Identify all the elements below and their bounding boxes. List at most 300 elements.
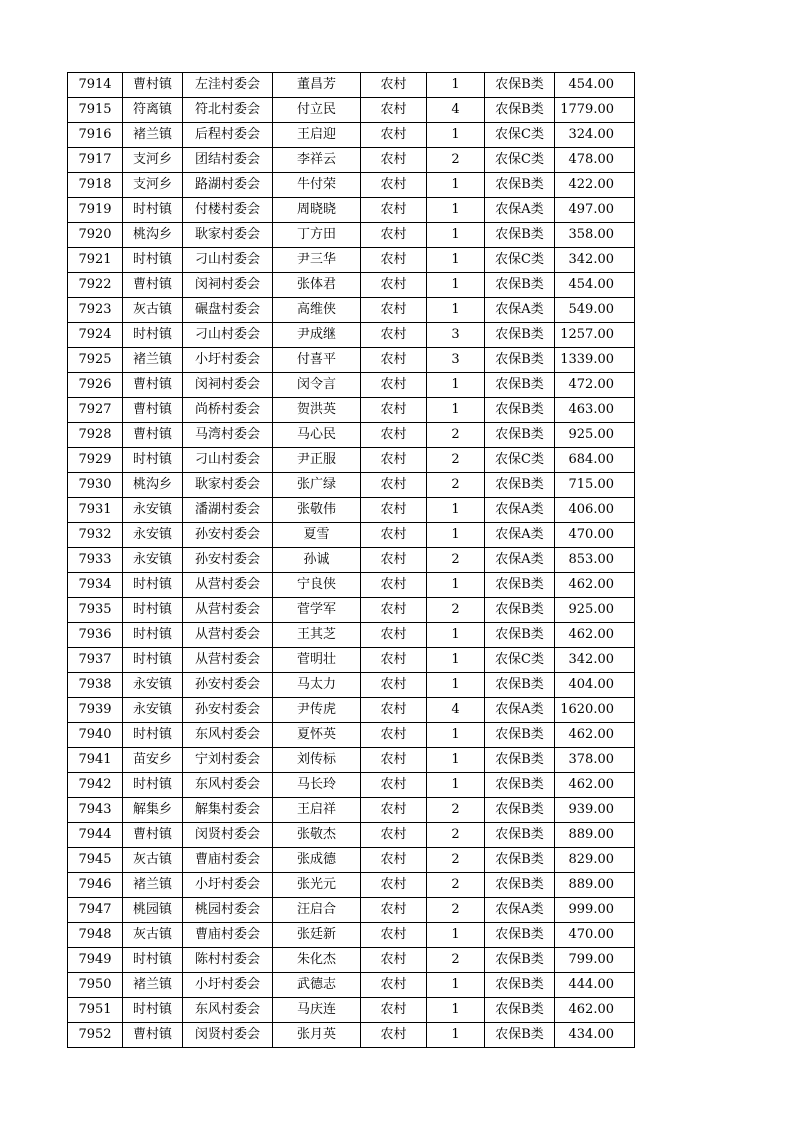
row-id-cell: 7930 [68, 473, 123, 498]
category-cell: 农保C类 [485, 648, 555, 673]
category-cell: 农保A类 [485, 498, 555, 523]
name-cell: 王启祥 [273, 798, 361, 823]
row-id-cell: 7950 [68, 973, 123, 998]
town-cell: 时村镇 [123, 773, 183, 798]
village-cell: 从营村委会 [183, 598, 273, 623]
row-id-cell: 7924 [68, 323, 123, 348]
name-cell: 马庆连 [273, 998, 361, 1023]
name-cell: 牛付荣 [273, 173, 361, 198]
count-cell: 2 [427, 423, 485, 448]
table-row [68, 548, 635, 573]
name-cell: 张光元 [273, 873, 361, 898]
count-cell: 1 [427, 398, 485, 423]
town-cell: 时村镇 [123, 998, 183, 1023]
area-type-cell: 农村 [361, 948, 427, 973]
table-row [68, 873, 635, 898]
row-id-cell: 7934 [68, 573, 123, 598]
count-cell: 2 [427, 473, 485, 498]
count-cell: 1 [427, 198, 485, 223]
area-type-cell: 农村 [361, 973, 427, 998]
village-cell: 孙安村委会 [183, 523, 273, 548]
town-cell: 永安镇 [123, 673, 183, 698]
amount-cell: 404.00 [555, 673, 635, 698]
row-id-cell: 7945 [68, 848, 123, 873]
name-cell: 张成德 [273, 848, 361, 873]
name-cell: 尹正服 [273, 448, 361, 473]
row-id-cell: 7919 [68, 198, 123, 223]
row-id-cell: 7927 [68, 398, 123, 423]
village-cell: 小圩村委会 [183, 973, 273, 998]
row-id-cell: 7936 [68, 623, 123, 648]
table-row [68, 298, 635, 323]
table-row [68, 123, 635, 148]
amount-cell: 462.00 [555, 773, 635, 798]
town-cell: 时村镇 [123, 948, 183, 973]
name-cell: 闵令言 [273, 373, 361, 398]
row-id-cell: 7920 [68, 223, 123, 248]
area-type-cell: 农村 [361, 698, 427, 723]
table-body [68, 73, 635, 1048]
area-type-cell: 农村 [361, 73, 427, 98]
area-type-cell: 农村 [361, 548, 427, 573]
category-cell: 农保C类 [485, 248, 555, 273]
row-id-cell: 7915 [68, 98, 123, 123]
table-row [68, 373, 635, 398]
category-cell: 农保B类 [485, 973, 555, 998]
village-cell: 曹庙村委会 [183, 923, 273, 948]
row-id-cell: 7949 [68, 948, 123, 973]
area-type-cell: 农村 [361, 873, 427, 898]
name-cell: 孙诚 [273, 548, 361, 573]
table-row [68, 173, 635, 198]
town-cell: 永安镇 [123, 523, 183, 548]
area-type-cell: 农村 [361, 748, 427, 773]
category-cell: 农保B类 [485, 873, 555, 898]
town-cell: 永安镇 [123, 698, 183, 723]
row-id-cell: 7938 [68, 673, 123, 698]
count-cell: 1 [427, 498, 485, 523]
table-row [68, 473, 635, 498]
amount-cell: 358.00 [555, 223, 635, 248]
village-cell: 刁山村委会 [183, 448, 273, 473]
category-cell: 农保B类 [485, 573, 555, 598]
town-cell: 桃沟乡 [123, 473, 183, 498]
row-id-cell: 7918 [68, 173, 123, 198]
village-cell: 从营村委会 [183, 623, 273, 648]
town-cell: 苗安乡 [123, 748, 183, 773]
category-cell: 农保C类 [485, 148, 555, 173]
name-cell: 张敬伟 [273, 498, 361, 523]
village-cell: 团结村委会 [183, 148, 273, 173]
table-row [68, 148, 635, 173]
row-id-cell: 7929 [68, 448, 123, 473]
village-cell: 左洼村委会 [183, 73, 273, 98]
category-cell: 农保A类 [485, 548, 555, 573]
category-cell: 农保B类 [485, 623, 555, 648]
town-cell: 桃园镇 [123, 898, 183, 923]
category-cell: 农保A类 [485, 523, 555, 548]
count-cell: 2 [427, 598, 485, 623]
area-type-cell: 农村 [361, 823, 427, 848]
category-cell: 农保B类 [485, 73, 555, 98]
area-type-cell: 农村 [361, 273, 427, 298]
town-cell: 时村镇 [123, 448, 183, 473]
area-type-cell: 农村 [361, 173, 427, 198]
count-cell: 1 [427, 298, 485, 323]
count-cell: 1 [427, 973, 485, 998]
area-type-cell: 农村 [361, 648, 427, 673]
count-cell: 1 [427, 1023, 485, 1048]
count-cell: 2 [427, 448, 485, 473]
category-cell: 农保B类 [485, 98, 555, 123]
row-id-cell: 7916 [68, 123, 123, 148]
town-cell: 符离镇 [123, 98, 183, 123]
category-cell: 农保B类 [485, 398, 555, 423]
name-cell: 周晓晓 [273, 198, 361, 223]
category-cell: 农保C类 [485, 123, 555, 148]
count-cell: 1 [427, 373, 485, 398]
row-id-cell: 7914 [68, 73, 123, 98]
count-cell: 2 [427, 798, 485, 823]
village-cell: 宁刘村委会 [183, 748, 273, 773]
amount-cell: 497.00 [555, 198, 635, 223]
village-cell: 孙安村委会 [183, 673, 273, 698]
amount-cell: 925.00 [555, 423, 635, 448]
town-cell: 曹村镇 [123, 1023, 183, 1048]
amount-cell: 444.00 [555, 973, 635, 998]
amount-cell: 462.00 [555, 998, 635, 1023]
town-cell: 曹村镇 [123, 398, 183, 423]
name-cell: 尹传虎 [273, 698, 361, 723]
amount-cell: 925.00 [555, 598, 635, 623]
village-cell: 刁山村委会 [183, 248, 273, 273]
village-cell: 闵贤村委会 [183, 1023, 273, 1048]
name-cell: 尹成继 [273, 323, 361, 348]
category-cell: 农保B类 [485, 998, 555, 1023]
amount-cell: 462.00 [555, 623, 635, 648]
table-row [68, 398, 635, 423]
table-row [68, 998, 635, 1023]
town-cell: 时村镇 [123, 573, 183, 598]
name-cell: 张廷新 [273, 923, 361, 948]
table-row [68, 523, 635, 548]
count-cell: 4 [427, 98, 485, 123]
category-cell: 农保A类 [485, 198, 555, 223]
name-cell: 马太力 [273, 673, 361, 698]
row-id-cell: 7928 [68, 423, 123, 448]
category-cell: 农保B类 [485, 798, 555, 823]
row-id-cell: 7923 [68, 298, 123, 323]
count-cell: 2 [427, 898, 485, 923]
area-type-cell: 农村 [361, 348, 427, 373]
area-type-cell: 农村 [361, 423, 427, 448]
table-row [68, 773, 635, 798]
area-type-cell: 农村 [361, 623, 427, 648]
village-cell: 刁山村委会 [183, 323, 273, 348]
town-cell: 曹村镇 [123, 423, 183, 448]
town-cell: 时村镇 [123, 248, 183, 273]
count-cell: 1 [427, 723, 485, 748]
table-row [68, 323, 635, 348]
table-row [68, 823, 635, 848]
table-row [68, 73, 635, 98]
name-cell: 董昌芳 [273, 73, 361, 98]
village-cell: 孙安村委会 [183, 548, 273, 573]
town-cell: 曹村镇 [123, 373, 183, 398]
name-cell: 马长玲 [273, 773, 361, 798]
row-id-cell: 7921 [68, 248, 123, 273]
count-cell: 1 [427, 748, 485, 773]
amount-cell: 462.00 [555, 573, 635, 598]
table-row [68, 598, 635, 623]
count-cell: 2 [427, 548, 485, 573]
row-id-cell: 7925 [68, 348, 123, 373]
row-id-cell: 7940 [68, 723, 123, 748]
name-cell: 张体君 [273, 273, 361, 298]
name-cell: 丁方田 [273, 223, 361, 248]
table-row [68, 573, 635, 598]
area-type-cell: 农村 [361, 398, 427, 423]
amount-cell: 939.00 [555, 798, 635, 823]
row-id-cell: 7948 [68, 923, 123, 948]
village-cell: 从营村委会 [183, 573, 273, 598]
town-cell: 曹村镇 [123, 273, 183, 298]
town-cell: 支河乡 [123, 173, 183, 198]
count-cell: 2 [427, 948, 485, 973]
town-cell: 时村镇 [123, 198, 183, 223]
name-cell: 张月英 [273, 1023, 361, 1048]
name-cell: 菅明壮 [273, 648, 361, 673]
count-cell: 1 [427, 73, 485, 98]
count-cell: 1 [427, 648, 485, 673]
category-cell: 农保B类 [485, 223, 555, 248]
name-cell: 刘传标 [273, 748, 361, 773]
town-cell: 灰古镇 [123, 848, 183, 873]
name-cell: 王启迎 [273, 123, 361, 148]
area-type-cell: 农村 [361, 323, 427, 348]
row-id-cell: 7917 [68, 148, 123, 173]
table-row [68, 898, 635, 923]
town-cell: 褚兰镇 [123, 873, 183, 898]
data-table [67, 72, 635, 1048]
town-cell: 灰古镇 [123, 923, 183, 948]
row-id-cell: 7935 [68, 598, 123, 623]
amount-cell: 1779.00 [555, 98, 635, 123]
amount-cell: 378.00 [555, 748, 635, 773]
village-cell: 潘湖村委会 [183, 498, 273, 523]
area-type-cell: 农村 [361, 923, 427, 948]
amount-cell: 406.00 [555, 498, 635, 523]
count-cell: 4 [427, 698, 485, 723]
table-row [68, 498, 635, 523]
category-cell: 农保B类 [485, 848, 555, 873]
row-id-cell: 7947 [68, 898, 123, 923]
area-type-cell: 农村 [361, 598, 427, 623]
category-cell: 农保B类 [485, 598, 555, 623]
village-cell: 从营村委会 [183, 648, 273, 673]
village-cell: 闵祠村委会 [183, 273, 273, 298]
name-cell: 张敬杰 [273, 823, 361, 848]
count-cell: 2 [427, 148, 485, 173]
count-cell: 1 [427, 623, 485, 648]
area-type-cell: 农村 [361, 498, 427, 523]
row-id-cell: 7942 [68, 773, 123, 798]
name-cell: 付立民 [273, 98, 361, 123]
name-cell: 尹三华 [273, 248, 361, 273]
amount-cell: 799.00 [555, 948, 635, 973]
count-cell: 1 [427, 573, 485, 598]
row-id-cell: 7939 [68, 698, 123, 723]
amount-cell: 422.00 [555, 173, 635, 198]
town-cell: 时村镇 [123, 323, 183, 348]
area-type-cell: 农村 [361, 773, 427, 798]
table-row [68, 748, 635, 773]
row-id-cell: 7951 [68, 998, 123, 1023]
count-cell: 1 [427, 273, 485, 298]
village-cell: 付楼村委会 [183, 198, 273, 223]
name-cell: 夏雪 [273, 523, 361, 548]
amount-cell: 462.00 [555, 723, 635, 748]
category-cell: 农保B类 [485, 273, 555, 298]
village-cell: 后程村委会 [183, 123, 273, 148]
table-row [68, 448, 635, 473]
area-type-cell: 农村 [361, 798, 427, 823]
area-type-cell: 农村 [361, 123, 427, 148]
row-id-cell: 7937 [68, 648, 123, 673]
area-type-cell: 农村 [361, 448, 427, 473]
table-row [68, 798, 635, 823]
village-cell: 解集村委会 [183, 798, 273, 823]
area-type-cell: 农村 [361, 673, 427, 698]
table-row [68, 848, 635, 873]
area-type-cell: 农村 [361, 723, 427, 748]
town-cell: 曹村镇 [123, 73, 183, 98]
count-cell: 1 [427, 923, 485, 948]
amount-cell: 463.00 [555, 398, 635, 423]
count-cell: 1 [427, 673, 485, 698]
table-row [68, 948, 635, 973]
village-cell: 符北村委会 [183, 98, 273, 123]
village-cell: 碾盘村委会 [183, 298, 273, 323]
count-cell: 1 [427, 773, 485, 798]
table-row [68, 198, 635, 223]
amount-cell: 478.00 [555, 148, 635, 173]
amount-cell: 715.00 [555, 473, 635, 498]
name-cell: 马心民 [273, 423, 361, 448]
town-cell: 时村镇 [123, 598, 183, 623]
village-cell: 尚桥村委会 [183, 398, 273, 423]
village-cell: 耿家村委会 [183, 473, 273, 498]
name-cell: 高维侠 [273, 298, 361, 323]
amount-cell: 889.00 [555, 823, 635, 848]
name-cell: 夏怀英 [273, 723, 361, 748]
category-cell: 农保B类 [485, 773, 555, 798]
row-id-cell: 7952 [68, 1023, 123, 1048]
name-cell: 王其芝 [273, 623, 361, 648]
area-type-cell: 农村 [361, 848, 427, 873]
category-cell: 农保B类 [485, 823, 555, 848]
row-id-cell: 7943 [68, 798, 123, 823]
amount-cell: 324.00 [555, 123, 635, 148]
row-id-cell: 7933 [68, 548, 123, 573]
row-id-cell: 7922 [68, 273, 123, 298]
table-row [68, 673, 635, 698]
area-type-cell: 农村 [361, 573, 427, 598]
table-row [68, 1023, 635, 1048]
town-cell: 褚兰镇 [123, 348, 183, 373]
row-id-cell: 7926 [68, 373, 123, 398]
row-id-cell: 7941 [68, 748, 123, 773]
category-cell: 农保B类 [485, 423, 555, 448]
area-type-cell: 农村 [361, 1023, 427, 1048]
area-type-cell: 农村 [361, 523, 427, 548]
amount-cell: 472.00 [555, 373, 635, 398]
amount-cell: 342.00 [555, 248, 635, 273]
name-cell: 菅学军 [273, 598, 361, 623]
table-row [68, 423, 635, 448]
area-type-cell: 农村 [361, 223, 427, 248]
category-cell: 农保A类 [485, 698, 555, 723]
count-cell: 1 [427, 123, 485, 148]
name-cell: 朱化杰 [273, 948, 361, 973]
town-cell: 支河乡 [123, 148, 183, 173]
count-cell: 2 [427, 823, 485, 848]
category-cell: 农保B类 [485, 173, 555, 198]
table-row [68, 973, 635, 998]
name-cell: 张广绿 [273, 473, 361, 498]
category-cell: 农保B类 [485, 948, 555, 973]
row-id-cell: 7946 [68, 873, 123, 898]
village-cell: 闵祠村委会 [183, 373, 273, 398]
amount-cell: 549.00 [555, 298, 635, 323]
table-row [68, 223, 635, 248]
table-row [68, 98, 635, 123]
count-cell: 3 [427, 348, 485, 373]
amount-cell: 470.00 [555, 523, 635, 548]
amount-cell: 434.00 [555, 1023, 635, 1048]
village-cell: 耿家村委会 [183, 223, 273, 248]
area-type-cell: 农村 [361, 98, 427, 123]
town-cell: 永安镇 [123, 548, 183, 573]
row-id-cell: 7932 [68, 523, 123, 548]
category-cell: 农保A类 [485, 898, 555, 923]
category-cell: 农保B类 [485, 723, 555, 748]
amount-cell: 1339.00 [555, 348, 635, 373]
amount-cell: 684.00 [555, 448, 635, 473]
amount-cell: 470.00 [555, 923, 635, 948]
town-cell: 时村镇 [123, 723, 183, 748]
category-cell: 农保B类 [485, 923, 555, 948]
town-cell: 桃沟乡 [123, 223, 183, 248]
town-cell: 永安镇 [123, 498, 183, 523]
table-row [68, 723, 635, 748]
category-cell: 农保B类 [485, 748, 555, 773]
count-cell: 1 [427, 998, 485, 1023]
count-cell: 1 [427, 223, 485, 248]
name-cell: 贺洪英 [273, 398, 361, 423]
name-cell: 汪启合 [273, 898, 361, 923]
village-cell: 曹庙村委会 [183, 848, 273, 873]
category-cell: 农保B类 [485, 348, 555, 373]
table-row [68, 648, 635, 673]
area-type-cell: 农村 [361, 998, 427, 1023]
town-cell: 时村镇 [123, 623, 183, 648]
name-cell: 宁良侠 [273, 573, 361, 598]
amount-cell: 1257.00 [555, 323, 635, 348]
town-cell: 曹村镇 [123, 823, 183, 848]
table-row [68, 248, 635, 273]
village-cell: 东风村委会 [183, 998, 273, 1023]
